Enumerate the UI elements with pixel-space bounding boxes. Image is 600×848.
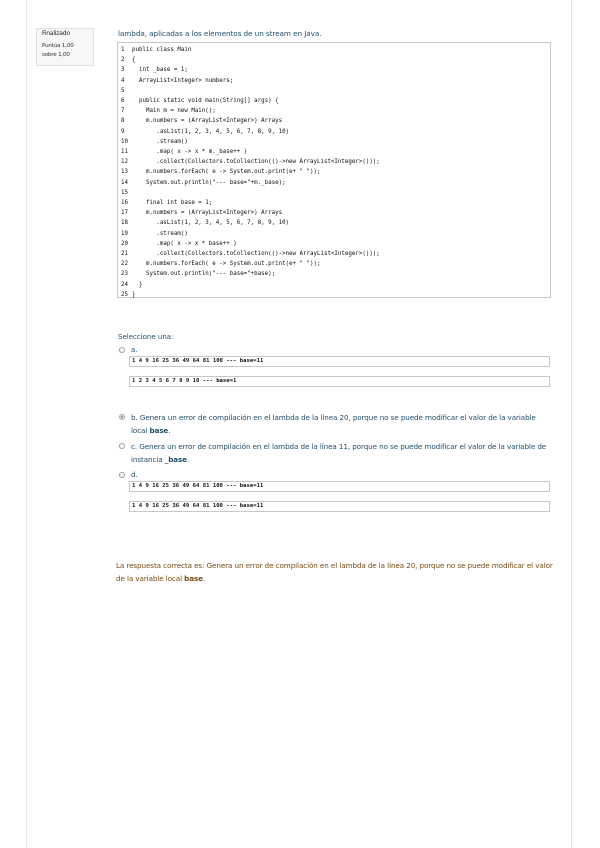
option-d-output-2: 1 4 9 16 25 36 49 64 81 100 --- base=11 — [129, 501, 550, 512]
question-text: lambda, aplicadas a los elementos de un stream en Java. — [118, 29, 322, 38]
option-a-output-1: 1 4 9 16 25 36 49 64 81 100 --- base=11 — [129, 356, 550, 367]
code-line-number: 9 — [121, 128, 125, 135]
code-line-number: 19 — [121, 230, 128, 237]
code-line-text: .asList(1, 2, 3, 4, 5, 6, 7, 8, 9, 10) — [132, 220, 290, 227]
code-line-number: 23 — [121, 271, 128, 278]
option-d-letter: d. — [131, 471, 138, 479]
option-b-radio[interactable] — [119, 414, 125, 420]
code-line-number: 10 — [121, 138, 128, 145]
code-line-text: public static void main(String[] args) { — [132, 98, 279, 105]
code-line-text: .stream() — [132, 138, 188, 145]
select-label: Seleccione una: — [118, 333, 174, 341]
code-line — [121, 198, 550, 208]
code-line-text: .asList(1, 2, 3, 4, 5, 6, 7, 8, 9, 10) — [132, 128, 290, 135]
question-grade — [42, 42, 93, 59]
code-line-number: 25 — [121, 291, 128, 298]
code-line-text: .stream() — [132, 230, 188, 237]
code-line-text: .map( x -> x * m._base++ ) — [132, 149, 248, 156]
feedback-text: La respuesta correcta es: Genera un error de compilación en el lambda de la línea 20, porque no se puede modificar el valor de la variable local — [116, 561, 553, 583]
option-c-label[interactable] — [131, 440, 551, 466]
code-line-text: Main m = new Main(); — [132, 108, 216, 115]
option-d-output-1: 1 4 9 16 25 36 49 64 81 100 --- base=11 — [129, 481, 550, 492]
code-line — [121, 259, 550, 269]
code-line — [121, 45, 550, 55]
code-line-number: 13 — [121, 169, 128, 176]
code-line-text: m.numbers.forEach( e -> System.out.print(e+ " ")); — [132, 169, 321, 176]
code-line-number: 15 — [121, 189, 128, 196]
option-d-radio[interactable] — [119, 472, 125, 478]
code-line — [121, 269, 550, 279]
code-line — [121, 86, 550, 96]
code-line-text: m.numbers = (ArrayList<Integer>) Arrays — [132, 210, 283, 217]
code-line — [121, 137, 550, 147]
code-line-number: 1 — [121, 47, 125, 53]
code-line-text: .collect(Collectors.toCollection(()->new ArrayList<Integer>())); — [132, 159, 380, 166]
code-line-number: 18 — [121, 220, 128, 227]
code-line-text: .collect(Collectors.toCollection(()->new ArrayList<Integer>())); — [132, 251, 380, 258]
code-line-text: } — [132, 281, 143, 288]
option-a-radio[interactable] — [119, 347, 125, 353]
code-line-text: .map( x -> x * base++ ) — [132, 240, 237, 247]
code-line — [121, 55, 550, 65]
code-line — [121, 65, 550, 75]
code-line-number: 21 — [121, 251, 128, 258]
code-line-number: 4 — [121, 77, 125, 84]
code-line-number: 20 — [121, 240, 128, 247]
code-line-number: 2 — [121, 57, 125, 64]
code-line — [121, 249, 550, 259]
correct-answer-feedback — [116, 559, 556, 585]
code-line-number: 6 — [121, 98, 125, 105]
question-state: Finalizado — [42, 30, 70, 37]
code-line — [121, 178, 550, 188]
feedback-end: . — [202, 574, 206, 583]
code-line-number: 12 — [121, 159, 128, 166]
code-line-number: 8 — [121, 118, 125, 125]
code-line — [121, 116, 550, 126]
code-line — [121, 208, 550, 218]
code-line — [121, 96, 550, 106]
question-info-panel — [36, 28, 94, 66]
code-line-text: public class Main — [132, 47, 192, 53]
code-line-number: 3 — [121, 67, 125, 74]
option-b-bold: base — [149, 426, 169, 435]
code-line-text: System.out.println("--- base="+base); — [132, 271, 276, 278]
option-a-letter: a. — [131, 346, 138, 354]
code-line-text: final int base = 1; — [132, 200, 213, 207]
grade-line-2: sobre 1,00 — [42, 51, 70, 58]
option-a-output-2: 1 2 3 4 5 6 7 8 9 10 --- base=1 — [129, 376, 550, 387]
code-line — [121, 188, 550, 198]
grade-line-1: Puntúa 1,00 — [42, 43, 74, 49]
code-line-number: 16 — [121, 200, 128, 207]
code-line-text — [132, 188, 550, 198]
code-line-text: System.out.println("--- base="+m._base); — [132, 179, 286, 186]
code-line-number: 22 — [121, 261, 128, 268]
code-line — [121, 218, 550, 228]
option-c-letter: c. — [131, 442, 138, 451]
feedback-bold: base — [184, 574, 203, 583]
code-line-text: { — [132, 57, 136, 64]
code-line — [121, 229, 550, 239]
code-line-number: 7 — [121, 108, 125, 115]
option-c-bold: _base — [164, 455, 187, 464]
option-c-end: . — [186, 455, 190, 464]
code-line — [121, 167, 550, 177]
code-line — [121, 127, 550, 137]
code-line-number: 5 — [121, 87, 125, 94]
option-b-letter: b. — [131, 413, 138, 422]
option-c-radio[interactable] — [119, 443, 125, 449]
code-line-number: 24 — [121, 281, 128, 288]
code-line — [121, 106, 550, 116]
code-line — [121, 280, 550, 290]
option-b-label[interactable] — [131, 411, 551, 437]
code-line-text: ArrayList<Integer> numbers; — [132, 77, 234, 84]
code-line-number: 17 — [121, 210, 128, 217]
option-c-text: Genera un error de compilación en el lambda de la línea 11, porque no se puede modificar el valor de la variable de instancia — [131, 442, 547, 464]
code-line-text: int _base = 1; — [132, 67, 188, 74]
code-line-text: m.numbers = (ArrayList<Integer>) Arrays — [132, 118, 283, 125]
code-line — [121, 147, 550, 157]
code-line — [121, 290, 550, 300]
code-line-number: 14 — [121, 179, 128, 186]
code-line-text — [132, 86, 550, 96]
code-line-text: } — [132, 291, 136, 298]
option-b-end: . — [168, 426, 171, 435]
code-line — [121, 76, 550, 86]
code-line — [121, 157, 550, 167]
code-line-number: 11 — [121, 149, 128, 156]
option-b-text: Genera un error de compilación en el lambda de la línea 20, porque no se puede modificar el valor de la variable local — [131, 413, 536, 435]
code-block — [117, 42, 551, 298]
code-line-text: m.numbers.forEach( e -> System.out.print(e+ " ")); — [132, 261, 321, 268]
code-line — [121, 239, 550, 249]
